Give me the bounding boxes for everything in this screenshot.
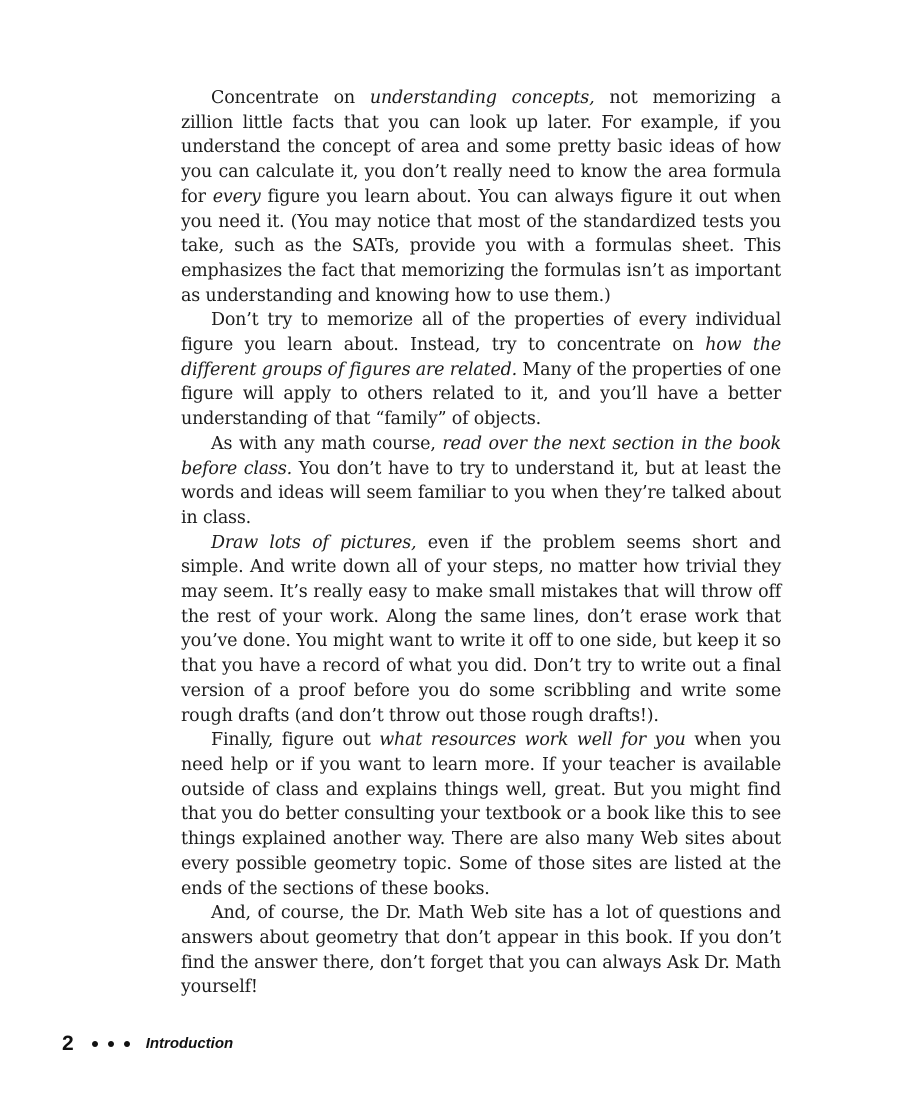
italic-text-run: how the different groups of figures are related. (181, 335, 781, 380)
text-run: Don’t try to memorize all of the properties of every individual figure you learn about. Instead, try to concentrate on (181, 310, 781, 356)
footer-dots-decoration (92, 1041, 140, 1047)
dot-icon (124, 1041, 130, 1047)
text-run: even if the problem seems short and simple. And write down all of your steps, no matter how trivial they may seem. It’s really easy to make small mistakes that will throw off the rest of your work. Along the same lines, don’t erase work that you’ve done. You might want to write it off to one side, but keep it so that you have a record of what you did. Don’t try to write out a final version of a proof before you do some scribbling and write some rough drafts (and don’t throw out those rough drafts!). (181, 532, 781, 726)
italic-text-run: read over the next section in the book before class. (181, 433, 781, 479)
text-run: Many of the properties of one figure will apply to others related to it, and you’ll have a better understanding of that “family” of objects. (181, 359, 781, 430)
dot-icon (92, 1041, 98, 1047)
paragraph (181, 728, 781, 901)
text-run: not memorizing a zillion little facts that you can look up later. For example, if you understand the concept of area and some pretty basic ideas of how you can calculate it, you don’t really need to know the area formula for (181, 88, 782, 207)
paragraph (181, 432, 781, 531)
text-run: Concentrate on (211, 88, 370, 108)
paragraph (181, 86, 781, 308)
paragraph (181, 531, 781, 729)
paragraph (181, 308, 781, 432)
page-number: 2 (62, 1032, 74, 1055)
text-run: And, of course, the Dr. Math Web site has a lot of questions and answers about geometry that don’t appear in this book. If you don’t find the answer there, don’t forget that you can always Ask Dr. Math yourself! (181, 903, 781, 998)
italic-text-run: understanding concepts, (369, 88, 595, 108)
paragraph (181, 901, 781, 1000)
italic-text-run: every (212, 186, 261, 207)
dot-icon (108, 1041, 114, 1047)
footer-section-title: Introduction (145, 1035, 234, 1052)
body-text (181, 86, 781, 1000)
page-footer (62, 1033, 233, 1054)
text-run: when you need help or if you want to learn more. If your teacher is available outside of class and explains things well, great. But you might find that you do better consulting your textbook or a book like this to see things explained another way. There are also many Web sites about every possible geometry topic. Some of those sites are listed at the ends of the sections of these books. (181, 730, 781, 899)
text-run: As with any math course, (211, 433, 443, 454)
text-run: You don’t have to try to understand it, but at least the words and ideas will seem familiar to you when they’re talked about in class. (181, 458, 781, 528)
italic-text-run: what resources work well for you (379, 730, 686, 751)
text-run: Finally, figure out (211, 730, 380, 751)
italic-text-run: Draw lots of pictures, (211, 532, 417, 553)
text-run: figure you learn about. You can always figure it out when you need it. (You may notice that most of the standardized tests you take, such as the SATs, provide you with a formulas sheet. This emphasizes the fact that memorizing the formulas isn’t as important as understanding and knowing how to use them.) (181, 186, 781, 306)
